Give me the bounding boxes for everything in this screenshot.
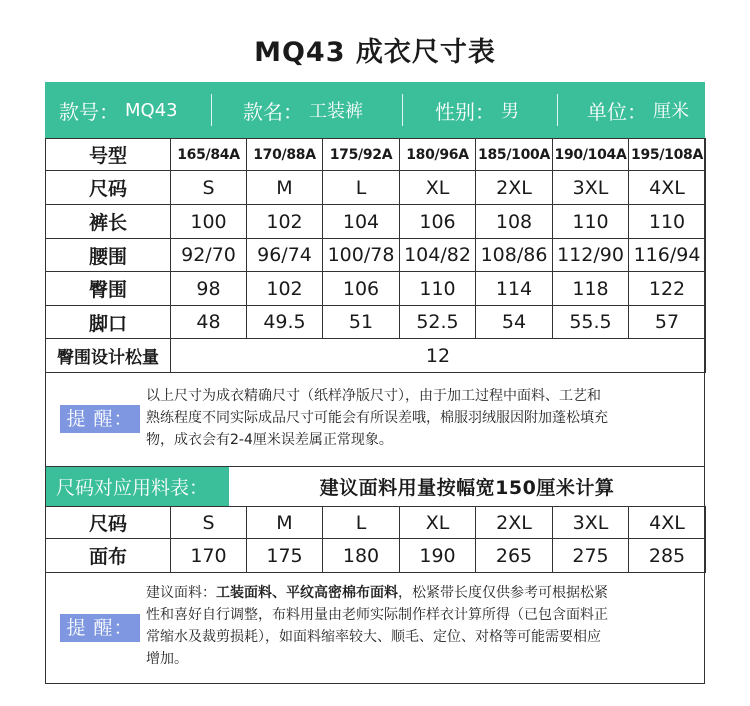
table-row — [46, 339, 706, 373]
reminder-note-1 — [45, 372, 705, 466]
style-number — [59, 82, 178, 138]
reminder-line — [146, 582, 608, 604]
fabric-amount-cell: 180 — [323, 539, 400, 573]
hip-cell: 122 — [629, 272, 706, 306]
fabric-section-label: 尺码对应用料表： — [46, 467, 229, 506]
gender-key: 性别： — [435, 99, 495, 124]
reminder-line: 增加。 — [146, 651, 188, 667]
reminder-text — [146, 385, 608, 451]
size-cell: M — [247, 171, 323, 205]
fabric-size-cell: M — [247, 507, 323, 539]
length-cell: 104 — [323, 205, 400, 239]
table-row — [46, 507, 706, 539]
style-number-value: MQ43 — [125, 99, 178, 121]
fabric-amount-cell: 275 — [553, 539, 629, 573]
gender-value: 男 — [501, 101, 519, 122]
hip-cell: 102 — [247, 272, 323, 306]
model-cell: 175/92A — [323, 139, 400, 171]
length-cell: 110 — [553, 205, 629, 239]
fabric-amount-cell: 285 — [629, 539, 706, 573]
waist-cell: 92/70 — [171, 239, 247, 272]
reminder-line: 物，成衣会有2-4厘米误差属正常现象。 — [146, 432, 393, 448]
hip-cell: 118 — [553, 272, 629, 306]
fabric-advice-rest: ，松紧带长度仅供参考可根据松紧 — [398, 585, 608, 601]
hem-cell: 51 — [323, 306, 400, 339]
hem-cell: 57 — [629, 306, 706, 339]
table-row — [46, 205, 706, 239]
table-row — [46, 171, 706, 205]
table-row — [46, 539, 706, 573]
table-row — [46, 139, 706, 171]
fabric-size-cell: 3XL — [553, 507, 629, 539]
reminder-line: 熟练程度不同实际成品尺寸可能会有所误差哦，棉服羽绒服因附加蓬松填充 — [146, 410, 608, 426]
waist-cell: 112/90 — [553, 239, 629, 272]
size-cell: L — [323, 171, 400, 205]
hip-cell: 110 — [400, 272, 476, 306]
waist-cell: 104/82 — [400, 239, 476, 272]
model-cell: 170/88A — [247, 139, 323, 171]
fabric-amount-label: 面布 — [46, 539, 171, 573]
hip-cell: 98 — [171, 272, 247, 306]
waist-cell: 96/74 — [247, 239, 323, 272]
fabric-size-label: 尺码 — [46, 507, 171, 539]
hem-label: 脚口 — [46, 306, 171, 339]
waist-cell: 116/94 — [629, 239, 706, 272]
hip-ease-value: 12 — [171, 339, 706, 373]
hip-cell: 106 — [323, 272, 400, 306]
header-divider — [402, 94, 403, 126]
waist-cell: 108/86 — [476, 239, 553, 272]
reminder-badge: 提 醒： — [60, 614, 140, 642]
style-name-value: 工装裤 — [309, 101, 363, 122]
model-label: 号型 — [46, 139, 171, 171]
table-row — [46, 306, 706, 339]
model-cell: 185/100A — [476, 139, 553, 171]
reminder-text — [146, 582, 608, 670]
model-cell: 195/108A — [629, 139, 706, 171]
waist-cell: 100/78 — [323, 239, 400, 272]
size-cell: XL — [400, 171, 476, 205]
gender — [435, 82, 519, 138]
hem-cell: 52.5 — [400, 306, 476, 339]
reminder-badge: 提 醒： — [60, 405, 140, 433]
header-band — [45, 82, 705, 138]
size-cell: S — [171, 171, 247, 205]
unit — [587, 82, 689, 138]
hip-label: 臀围 — [46, 272, 171, 306]
reminder-line: 性和喜好自行调整，布料用量由老师实际制作样衣计算所得（已包含面料正 — [146, 607, 608, 623]
fabric-amount-cell: 190 — [400, 539, 476, 573]
header-divider — [211, 94, 212, 126]
hem-cell: 49.5 — [247, 306, 323, 339]
size-cell: 2XL — [476, 171, 553, 205]
size-cell: 3XL — [553, 171, 629, 205]
fabric-amount-cell: 265 — [476, 539, 553, 573]
hip-cell: 114 — [476, 272, 553, 306]
fabric-size-cell: 2XL — [476, 507, 553, 539]
hem-cell: 48 — [171, 306, 247, 339]
model-cell: 165/84A — [171, 139, 247, 171]
fabric-size-cell: XL — [400, 507, 476, 539]
table-row — [46, 239, 706, 272]
hem-cell: 54 — [476, 306, 553, 339]
fabric-section-bar — [45, 466, 705, 506]
size-label: 尺码 — [46, 171, 171, 205]
reminder-line: 常缩水及裁剪损耗），如面料缩率较大、顺毛、定位、对格等可能需要相应 — [146, 629, 601, 645]
waist-label: 腰围 — [46, 239, 171, 272]
length-cell: 108 — [476, 205, 553, 239]
fabric-amount-cell: 170 — [171, 539, 247, 573]
fabric-size-cell: 4XL — [629, 507, 706, 539]
style-number-key: 款号： — [59, 99, 119, 124]
length-label: 裤长 — [46, 205, 171, 239]
fabric-amount-cell: 175 — [247, 539, 323, 573]
fabric-section-title: 建议面料用量按幅宽150厘米计算 — [319, 477, 615, 499]
length-cell: 100 — [171, 205, 247, 239]
hem-cell: 55.5 — [553, 306, 629, 339]
size-cell: 4XL — [629, 171, 706, 205]
model-cell: 190/104A — [553, 139, 629, 171]
length-cell: 106 — [400, 205, 476, 239]
fabric-table — [45, 506, 706, 573]
fabric-advice-prefix: 建议面料： — [146, 585, 216, 601]
model-cell: 180/96A — [400, 139, 476, 171]
page-title: MQ43 成衣尺寸表 — [254, 37, 496, 68]
unit-value: 厘米 — [653, 101, 689, 122]
size-table — [45, 138, 706, 373]
reminder-line: 以上尺寸为成衣精确尺寸（纸样净版尺寸），由于加工过程中面料、工艺和 — [146, 388, 601, 404]
header-divider — [557, 94, 558, 126]
length-cell: 110 — [629, 205, 706, 239]
fabric-advice-bold: 工装面料、平纹高密棉布面料 — [216, 585, 398, 601]
reminder-note-2 — [45, 572, 705, 684]
fabric-size-cell: S — [171, 507, 247, 539]
hip-ease-label: 臀围设计松量 — [46, 339, 171, 373]
style-name-key: 款名： — [243, 99, 303, 124]
length-cell: 102 — [247, 205, 323, 239]
style-name — [243, 82, 363, 138]
unit-key: 单位： — [587, 99, 647, 124]
fabric-size-cell: L — [323, 507, 400, 539]
table-row — [46, 272, 706, 306]
